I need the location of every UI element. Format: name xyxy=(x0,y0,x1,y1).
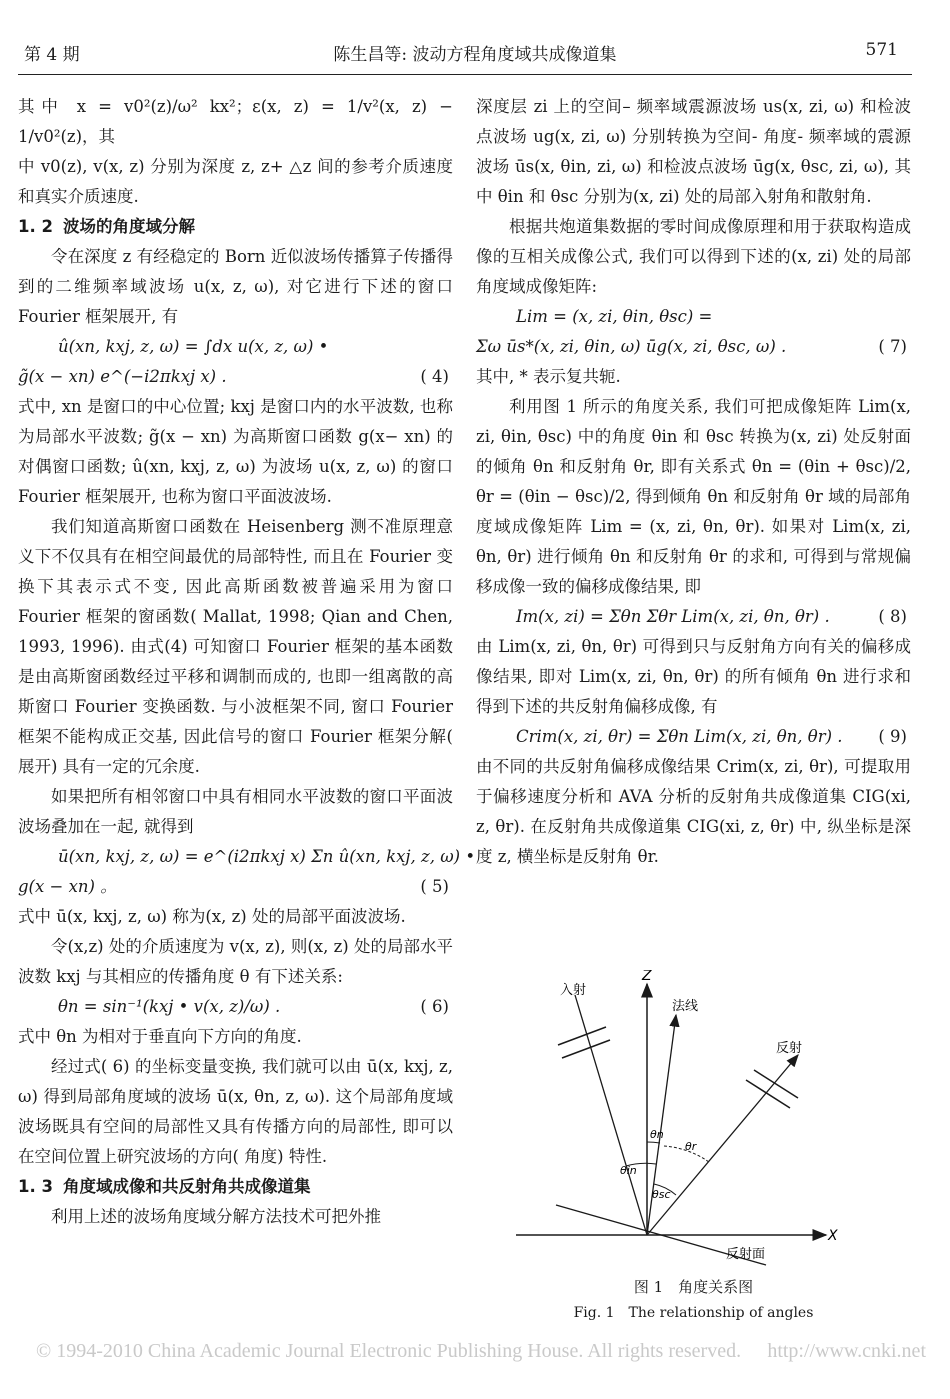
theta-sc-label: θsc xyxy=(652,1188,671,1201)
x-axis-label: X xyxy=(828,1228,838,1244)
paragraph-velocity: 中 v0(z), v(x, z) 分别为深度 z, z+ △z 间的参考介质速度和真实介质速度. xyxy=(18,157,453,206)
paragraph-gaussian: 我们知道高斯窗口函数在 Heisenberg 测不准原理意义下不仅具有在相空间最优的局部特性, 而且在 Fourier 变换下其表示式不变, 因此高斯函数被普遍采用为窗口 Fourier 框架的窗函数( Mallat, 1998; Qian and Chen, 1993, 1996). 由式(4) 可知窗口 Fourier 框架的基本函数是由高斯窗函数经过平移和调制而成的, 也即一组离散的高斯窗口 Fourier 变换函数. 与小波框架不同, 窗口 Fourier 框架不能构成正交基, 因此信号的窗口 Fourier 框架分解( 展开) 具有一定的冗余度. xyxy=(18,517,453,776)
equation-9-number: ( 9) xyxy=(878,727,907,746)
incident-ray xyxy=(575,995,647,1235)
section-title: 角度域成像和共反射角共成像道集 xyxy=(62,1177,311,1196)
equation-6-number: ( 6) xyxy=(420,997,449,1016)
equation-9-body: Crim(x, zi, θr) = Σθn Lim(x, zi, θn, θr) . xyxy=(516,727,843,746)
equation-5-number: ( 5) xyxy=(420,877,449,896)
paragraph-born: 令在深度 z 有经稳定的 Born 近似波场传播算子传播得到的二维频率域波场 u(x, z, ω), 对它进行下述的窗口 Fourier 框架展开, 有 xyxy=(18,247,453,326)
incident-label: 入射 xyxy=(560,983,587,998)
normal-line xyxy=(647,1015,676,1235)
figure-caption-cn: 图 1 角度关系图 xyxy=(633,1278,754,1296)
equation-6-body: θn = sin⁻¹(kxj • v(x, z)/ω) . xyxy=(58,997,281,1016)
theta-n-arc xyxy=(647,1142,660,1143)
equation-6 xyxy=(18,992,453,1022)
paragraph-cig: 由不同的共反射角偏移成像结果 Crim(x, zi, θr), 可提取用于偏移速度分析和 AVA 分析的反射角共成像道集 CIG(xi, z, θr). 在反射角共成像道集 CIG(xi, z, θr) 中, 纵坐标是深度 z, 横坐标是反射角 θr. xyxy=(476,757,911,866)
equation-8 xyxy=(476,602,911,632)
equation-5-body: g(x − xn) 。 xyxy=(18,877,117,896)
paragraph-velocity-angle: 令(x,z) 处的介质速度为 v(x, z), 则(x, z) 处的局部水平波数 kxj 与其相应的传播角度 θ 有下述关系: xyxy=(18,937,453,986)
figure-caption-en: Fig. 1 The relationship of angles xyxy=(573,1305,814,1321)
reflected-wavefront-2 xyxy=(754,1070,798,1098)
paragraph-transform: 经过式( 6) 的坐标变量变换, 我们就可以由 ū(x, kxj, z, ω) 得到局部角度域的波场 ū(x, θn, z, ω). 这个局部角度域波场既具有空间的局部性又具有传播方向的局部性, 即可以在空间位置上研究波场的方向( 角度) 特性. xyxy=(18,1057,453,1166)
paragraph-conjugate: 其中, * 表示复共轭. xyxy=(476,367,621,386)
left-column xyxy=(18,92,476,1232)
section-title: 波场的角度域分解 xyxy=(62,217,195,236)
paragraph-eq4-explanation: 式中, xn 是窗口的中心位置; kxj 是窗口内的水平波数, 也称为局部水平波数; g̃(x − xn) 为高斯窗口函数 g(x− xn) 的对偶窗口函数; û(xn, kxj, z, ω) 为波场 u(x, z, ω) 的窗口 Fourier 框架展开, 也称为窗口平面波波场. xyxy=(18,397,453,506)
page-number: 571 xyxy=(865,40,898,60)
normal-label: 法线 xyxy=(672,999,699,1014)
angle-relationship-diagram xyxy=(476,970,911,1270)
paragraph-eq5-explanation: 式中 ū(x, kxj, z, ω) 称为(x, z) 处的局部平面波波场. xyxy=(18,907,406,926)
equation-7-body: Σω ūs*(x, zi, θin, ω) ūg(x, zi, θsc, ω) . xyxy=(476,337,787,356)
paragraph-angle-relation: 利用图 1 所示的角度关系, 我们可把成像矩阵 Lim(x, zi, θin, θsc) 中的角度 θin 和 θsc 转换为(x, zi) 处反射面的倾角 θn 和反射角 θr, 即有关系式 θn = (θin + θsc)/2, θr = (θin − θsc)/2, 得到倾角 θn 和反射角 θr 域的局部角度域成像矩阵 Lim = (x, zi, θn, θr). 如果对 Lim(x, zi, θn, θr) 进行倾角 θn 和反射角 θr 的求和, 可得到与常规偏移成像一致的偏移成像结果, 即 xyxy=(476,397,911,596)
reflect-label: 反射 xyxy=(776,1041,803,1056)
journal-issue: 第 4 期 xyxy=(24,45,80,65)
equation-7-line1: Lim = (x, zi, θin, θsc) = xyxy=(516,307,713,326)
copyright-text: © 1994-2010 China Academic Journal Electronic Publishing House. All rights reserved. xyxy=(36,1340,742,1362)
theta-in-label: θin xyxy=(620,1164,637,1177)
right-column xyxy=(476,92,911,872)
incident-wavefront-1 xyxy=(558,1027,606,1045)
equation-5-line2 xyxy=(18,872,453,902)
z-axis-label: Z xyxy=(642,970,652,984)
paragraph-theta-definition: 式中 θn 为相对于垂直向下方向的角度. xyxy=(18,1027,302,1046)
eq-intro: 其中 x = v0²(z)/ω² kx²；ε(x, z) = 1/v²(x, z) − 1/v0²(z)，其 xyxy=(18,97,453,146)
figure-1 xyxy=(476,970,911,1326)
section-number: 1. 2 xyxy=(18,217,53,236)
equation-8-body: Im(x, zi) = Σθn Σθr Lim(x, zi, θn, θr) . xyxy=(516,607,830,626)
equation-7-line2 xyxy=(476,332,911,362)
reflecting-surface-label: 反射面 xyxy=(726,1247,766,1262)
equation-4-line1: û(xn, kxj, z, ω) = ∫dx u(x, z, ω) • xyxy=(58,337,329,356)
section-heading-1-2 xyxy=(18,212,453,242)
equation-4-body: g̃(x − xn) e^(−i2πkxj x) . xyxy=(18,367,227,386)
equation-4-number: ( 4) xyxy=(420,367,449,386)
theta-r-label: θr xyxy=(685,1140,697,1153)
equation-4-line2 xyxy=(18,362,453,392)
equation-7-number: ( 7) xyxy=(878,337,907,356)
paragraph-method-continued: 深度层 zi 上的空间– 频率域震源波场 us(x, zi, ω) 和检波点波场 ug(x, zi, ω) 分别转换为空间- 角度- 频率域的震源波场 ūs(x, θin, zi, ω) 和检波点波场 ūg(x, θsc, zi, ω), 其中 θin 和 θsc 分别为(x, zi) 处的局部入射角和散射角. xyxy=(476,97,911,206)
running-title: 陈生昌等: 波动方程角度域共成像道集 xyxy=(333,45,617,65)
paragraph-method: 利用上述的波场角度域分解方法技术可把外推 xyxy=(51,1207,381,1226)
equation-9 xyxy=(476,722,911,752)
reflected-wavefront-1 xyxy=(746,1080,790,1108)
paragraph-imaging: 根据共炮道集数据的零时间成像原理和用于获取构造成像的互相关成像公式, 我们可以得到下述的(x, zi) 处的局部角度域成像矩阵: xyxy=(476,217,911,296)
equation-8-number: ( 8) xyxy=(878,607,907,626)
copyright-watermark xyxy=(36,1340,926,1363)
site-url: http://www.cnki.net xyxy=(767,1340,926,1362)
theta-n-label: θn xyxy=(650,1128,664,1141)
reflected-ray xyxy=(647,1055,798,1235)
section-heading-1-3 xyxy=(18,1172,453,1202)
incident-wavefront-2 xyxy=(562,1040,610,1058)
paragraph-superpose: 如果把所有相邻窗口中具有相同水平波数的窗口平面波波场叠加在一起, 就得到 xyxy=(18,787,453,836)
section-number: 1. 3 xyxy=(18,1177,53,1196)
paragraph-eq8-explanation: 由 Lim(x, zi, θn, θr) 可得到只与反射角方向有关的偏移成像结果, 即对 Lim(x, zi, θn, θr) 的所有倾角 θn 进行求和得到下述的共反射角偏移成像, 有 xyxy=(476,637,911,716)
header-rule xyxy=(18,74,912,75)
equation-5-line1: ū(xn, kxj, z, ω) = e^(i2πkxj x) Σn û(xn, kxj, z, ω) • xyxy=(58,847,476,866)
